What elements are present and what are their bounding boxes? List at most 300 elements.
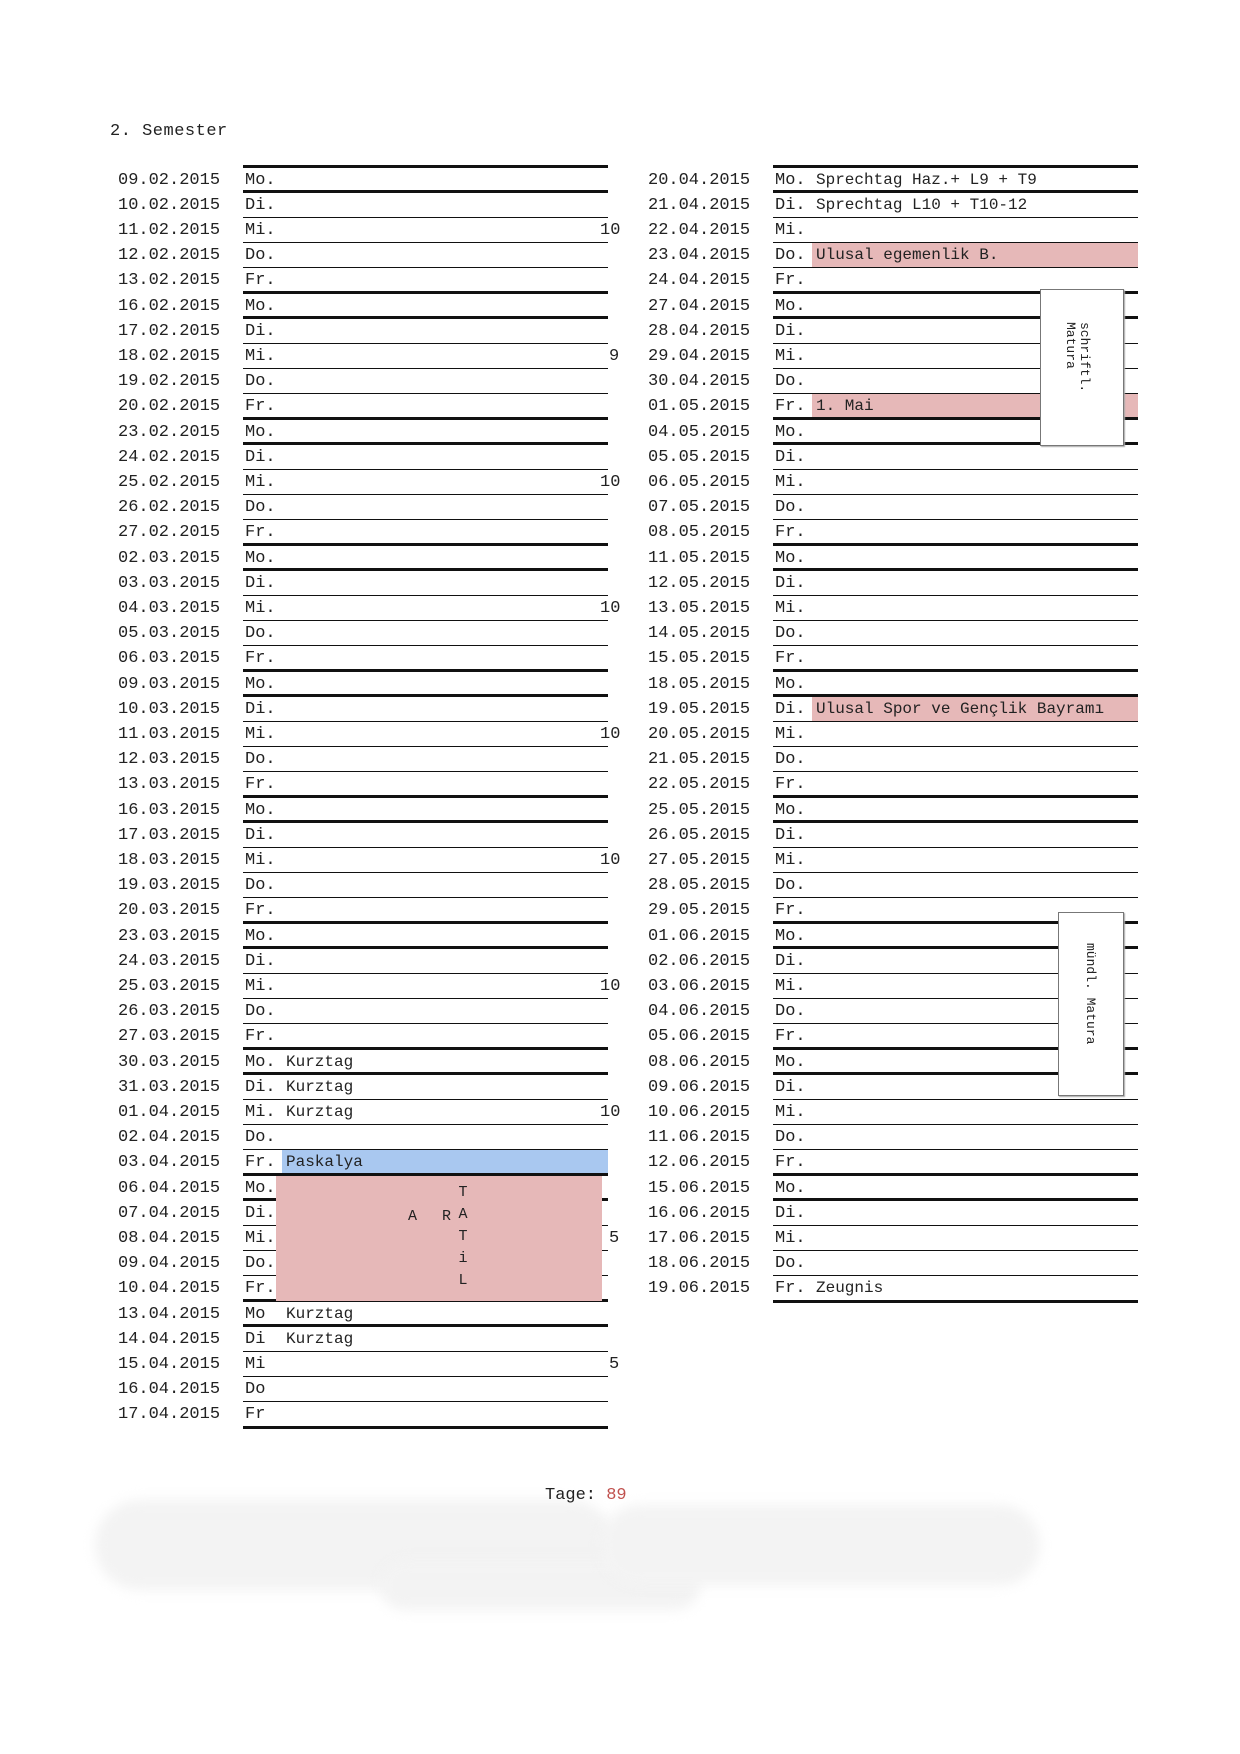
row-date: 27.03.2015	[118, 1027, 221, 1046]
row-note: Kurztag	[286, 1078, 354, 1096]
row-date: 24.02.2015	[118, 448, 221, 467]
row-weekday: Mi	[245, 1355, 266, 1374]
row-date: 01.06.2015	[648, 927, 751, 946]
muendl-matura-box	[1058, 912, 1124, 1096]
calendar-row	[110, 621, 610, 646]
row-date: 31.03.2015	[118, 1078, 221, 1097]
calendar-row	[110, 294, 610, 319]
week-separator	[773, 543, 1138, 546]
row-date: 29.04.2015	[648, 347, 751, 366]
calendar-row	[640, 1276, 1140, 1301]
week-separator	[243, 1426, 608, 1429]
row-date: 26.03.2015	[118, 1002, 221, 1021]
row-date: 19.02.2015	[118, 372, 221, 391]
calendar-row	[110, 1075, 610, 1100]
row-date: 09.06.2015	[648, 1078, 751, 1097]
row-weekday: Mi.	[245, 977, 276, 996]
calendar-row	[110, 1024, 610, 1049]
row-weekday: Mo.	[775, 423, 806, 442]
calendar-row	[640, 772, 1140, 797]
row-date: 10.03.2015	[118, 700, 221, 719]
row-weekday: Di	[245, 1330, 266, 1349]
row-date: 30.04.2015	[648, 372, 751, 391]
calendar-row	[110, 924, 610, 949]
calendar-row	[640, 1100, 1140, 1125]
calendar-row	[640, 495, 1140, 520]
row-date: 24.04.2015	[648, 271, 751, 290]
calendar-row	[110, 1050, 610, 1075]
row-weekday: Fr.	[775, 271, 806, 290]
calendar-row	[110, 420, 610, 445]
days-label: Tage:	[545, 1486, 597, 1505]
calendar-row	[640, 621, 1140, 646]
row-date: 12.06.2015	[648, 1153, 751, 1172]
row-weekday: Fr.	[245, 1027, 276, 1046]
week-count: 5	[609, 1355, 620, 1374]
calendar-row	[110, 1100, 610, 1125]
row-date: 16.04.2015	[118, 1380, 221, 1399]
row-weekday: Di.	[775, 448, 806, 467]
calendar-row	[110, 1352, 610, 1377]
row-weekday: Fr.	[245, 1279, 276, 1298]
calendar-row	[110, 243, 610, 268]
row-weekday: Mi.	[775, 347, 806, 366]
calendar-row	[110, 873, 610, 898]
row-note: Sprechtag Haz.+ L9 + T9	[816, 171, 1037, 189]
calendar-row	[640, 697, 1140, 722]
calendar-row	[640, 470, 1140, 495]
row-note: Kurztag	[286, 1305, 354, 1323]
row-date: 05.06.2015	[648, 1027, 751, 1046]
days-value: 89	[606, 1486, 627, 1505]
calendar-row	[640, 1176, 1140, 1201]
row-date: 20.02.2015	[118, 397, 221, 416]
calendar-row	[110, 218, 610, 243]
row-weekday: Mi.	[245, 473, 276, 492]
row-weekday: Di.	[775, 826, 806, 845]
row-weekday: Do.	[775, 624, 806, 643]
calendar-row	[110, 1402, 610, 1427]
row-weekday: Mo.	[245, 675, 276, 694]
row-weekday: Mi.	[245, 1103, 276, 1122]
week-separator	[773, 795, 1138, 798]
row-date: 07.04.2015	[118, 1204, 221, 1223]
row-date: 19.06.2015	[648, 1279, 751, 1298]
row-note: Ulusal Spor ve Gençlik Bayramı	[816, 700, 1105, 718]
row-date: 10.06.2015	[648, 1103, 751, 1122]
calendar-row	[640, 168, 1140, 193]
calendar-row	[640, 722, 1140, 747]
calendar-row	[110, 1377, 610, 1402]
row-date: 17.02.2015	[118, 322, 221, 341]
row-weekday: Di.	[245, 448, 276, 467]
calendar-row	[110, 697, 610, 722]
row-date: 09.04.2015	[118, 1254, 221, 1273]
row-date: 05.05.2015	[648, 448, 751, 467]
row-date: 21.04.2015	[648, 196, 751, 215]
calendar-row	[110, 1150, 610, 1175]
calendar-row	[640, 445, 1140, 470]
row-date: 23.03.2015	[118, 927, 221, 946]
calendar-row	[640, 243, 1140, 268]
week-count: 10	[600, 1103, 621, 1122]
row-weekday: Mo.	[775, 1179, 806, 1198]
week-count: 9	[609, 347, 620, 366]
tatil-letter: A	[458, 1206, 468, 1223]
row-weekday: Di.	[245, 826, 276, 845]
row-date: 21.05.2015	[648, 750, 751, 769]
calendar-row	[110, 445, 610, 470]
row-weekday: Fr.	[245, 397, 276, 416]
row-note: Sprechtag L10 + T10-12	[816, 196, 1028, 214]
calendar-row	[110, 168, 610, 193]
row-date: 03.06.2015	[648, 977, 751, 996]
row-date: 30.03.2015	[118, 1053, 221, 1072]
row-date: 27.02.2015	[118, 523, 221, 542]
calendar-row	[110, 470, 610, 495]
row-weekday: Mi.	[245, 725, 276, 744]
calendar-row	[110, 646, 610, 671]
row-note: 1. Mai	[816, 397, 874, 415]
row-date: 15.05.2015	[648, 649, 751, 668]
row-weekday: Mi.	[775, 977, 806, 996]
row-note: Kurztag	[286, 1103, 354, 1121]
row-date: 18.03.2015	[118, 851, 221, 870]
calendar-row	[110, 520, 610, 545]
row-weekday: Do.	[775, 498, 806, 517]
scan-smudge	[600, 1505, 1040, 1585]
calendar-row	[110, 949, 610, 974]
calendar-row	[640, 546, 1140, 571]
week-count: 10	[600, 977, 621, 996]
calendar-row	[110, 898, 610, 923]
row-weekday: Mi.	[245, 347, 276, 366]
row-note: Ulusal egemenlik B.	[816, 246, 999, 264]
row-weekday: Mo.	[245, 801, 276, 820]
row-date: 08.04.2015	[118, 1229, 221, 1248]
row-date: 15.06.2015	[648, 1179, 751, 1198]
row-weekday: Mi.	[775, 1229, 806, 1248]
row-weekday: Do.	[245, 1254, 276, 1273]
row-weekday: Di.	[775, 574, 806, 593]
calendar-row	[110, 268, 610, 293]
row-weekday: Do.	[245, 498, 276, 517]
row-weekday: Do.	[775, 1002, 806, 1021]
row-date: 02.03.2015	[118, 549, 221, 568]
calendar-row	[110, 798, 610, 823]
calendar-row	[110, 747, 610, 772]
row-date: 16.06.2015	[648, 1204, 751, 1223]
row-date: 18.05.2015	[648, 675, 751, 694]
row-date: 25.05.2015	[648, 801, 751, 820]
calendar-row	[110, 193, 610, 218]
row-weekday: Do.	[245, 1128, 276, 1147]
row-weekday: Mo.	[775, 171, 806, 190]
row-date: 04.03.2015	[118, 599, 221, 618]
ara-tatil-block	[276, 1176, 602, 1301]
row-weekday: Mo.	[245, 927, 276, 946]
row-weekday: Fr.	[775, 1153, 806, 1172]
row-weekday: Fr.	[775, 397, 806, 416]
row-date: 12.03.2015	[118, 750, 221, 769]
row-weekday: Di.	[775, 1204, 806, 1223]
row-weekday: Mi.	[775, 1103, 806, 1122]
calendar-row	[110, 319, 610, 344]
row-weekday: Mo.	[775, 927, 806, 946]
row-date: 22.04.2015	[648, 221, 751, 240]
row-weekday: Mi.	[245, 599, 276, 618]
week-separator	[243, 417, 608, 420]
row-weekday: Mi.	[775, 725, 806, 744]
row-weekday: Do.	[775, 372, 806, 391]
row-weekday: Mi.	[245, 221, 276, 240]
calendar-row	[640, 1125, 1140, 1150]
row-date: 19.05.2015	[648, 700, 751, 719]
row-note: Zeugnis	[816, 1279, 884, 1297]
row-date: 20.05.2015	[648, 725, 751, 744]
row-date: 02.04.2015	[118, 1128, 221, 1147]
row-date: 22.05.2015	[648, 775, 751, 794]
week-separator	[773, 669, 1138, 672]
tatil-letter: i	[458, 1250, 468, 1267]
row-weekday: Do.	[245, 1002, 276, 1021]
row-date: 23.02.2015	[118, 423, 221, 442]
row-date: 24.03.2015	[118, 952, 221, 971]
calendar-row	[110, 546, 610, 571]
row-weekday: Do.	[775, 246, 806, 265]
row-weekday: Do.	[775, 876, 806, 895]
row-weekday: Mo.	[245, 1179, 276, 1198]
row-date: 09.03.2015	[118, 675, 221, 694]
week-separator	[243, 291, 608, 294]
calendar-row	[640, 596, 1140, 621]
calendar-row	[640, 1251, 1140, 1276]
row-weekday: Mi.	[775, 851, 806, 870]
row-date: 12.05.2015	[648, 574, 751, 593]
row-weekday: Di.	[245, 196, 276, 215]
calendar-row	[110, 974, 610, 999]
row-weekday: Mo.	[245, 297, 276, 316]
week-count: 10	[600, 473, 621, 492]
calendar-row	[640, 823, 1140, 848]
row-weekday: Di.	[775, 196, 806, 215]
row-date: 27.05.2015	[648, 851, 751, 870]
row-date: 27.04.2015	[648, 297, 751, 316]
row-weekday: Di.	[245, 1204, 276, 1223]
row-weekday: Fr.	[775, 523, 806, 542]
row-date: 29.05.2015	[648, 901, 751, 920]
row-weekday: Do.	[245, 372, 276, 391]
calendar-row	[640, 571, 1140, 596]
row-weekday: Fr.	[775, 1027, 806, 1046]
row-weekday: Di.	[245, 952, 276, 971]
row-date: 19.03.2015	[118, 876, 221, 895]
calendar-row	[110, 672, 610, 697]
calendar-row	[640, 218, 1140, 243]
week-separator	[243, 669, 608, 672]
row-date: 25.03.2015	[118, 977, 221, 996]
row-weekday: Fr.	[245, 1153, 276, 1172]
calendar-row	[640, 747, 1140, 772]
row-weekday: Mo.	[245, 171, 276, 190]
days-total	[545, 1486, 627, 1505]
calendar-row	[640, 1226, 1140, 1251]
row-date: 13.04.2015	[118, 1305, 221, 1324]
row-date: 17.03.2015	[118, 826, 221, 845]
row-weekday: Mi.	[775, 221, 806, 240]
row-date: 10.04.2015	[118, 1279, 221, 1298]
row-weekday: Fr.	[245, 523, 276, 542]
row-date: 13.03.2015	[118, 775, 221, 794]
row-note: Kurztag	[286, 1330, 354, 1348]
row-date: 28.04.2015	[648, 322, 751, 341]
row-weekday: Do.	[245, 876, 276, 895]
calendar-row	[110, 495, 610, 520]
row-weekday: Fr.	[245, 649, 276, 668]
page-title: 2. Semester	[110, 122, 228, 141]
row-date: 01.04.2015	[118, 1103, 221, 1122]
row-weekday: Fr	[245, 1405, 266, 1424]
row-weekday: Mi.	[245, 851, 276, 870]
row-weekday: Do.	[775, 1128, 806, 1147]
row-weekday: Mo	[245, 1305, 266, 1324]
row-weekday: Mo.	[245, 549, 276, 568]
row-weekday: Do.	[245, 750, 276, 769]
row-weekday: Mo.	[775, 801, 806, 820]
week-separator	[243, 543, 608, 546]
row-date: 06.03.2015	[118, 649, 221, 668]
ara-label: A R	[408, 1208, 460, 1225]
row-weekday: Mo.	[245, 1053, 276, 1072]
row-weekday: Di.	[775, 322, 806, 341]
row-note: Kurztag	[286, 1053, 354, 1071]
row-date: 06.04.2015	[118, 1179, 221, 1198]
row-date: 03.04.2015	[118, 1153, 221, 1172]
row-date: 12.02.2015	[118, 246, 221, 265]
row-weekday: Fr.	[775, 649, 806, 668]
calendar-row	[110, 848, 610, 873]
week-separator	[243, 165, 608, 168]
row-weekday: Mi.	[775, 473, 806, 492]
row-weekday: Mi.	[775, 599, 806, 618]
row-weekday: Mo.	[775, 549, 806, 568]
calendar-row	[110, 1327, 610, 1352]
row-weekday: Mo.	[245, 423, 276, 442]
calendar-row	[640, 1201, 1140, 1226]
row-weekday: Fr.	[245, 901, 276, 920]
row-weekday: Di.	[775, 952, 806, 971]
row-date: 28.05.2015	[648, 876, 751, 895]
row-date: 11.06.2015	[648, 1128, 751, 1147]
row-date: 14.04.2015	[118, 1330, 221, 1349]
row-weekday: Di.	[245, 322, 276, 341]
row-weekday: Do.	[775, 750, 806, 769]
row-weekday: Fr.	[775, 775, 806, 794]
row-date: 08.06.2015	[648, 1053, 751, 1072]
week-count: 10	[600, 725, 621, 744]
tatil-letter: L	[458, 1272, 468, 1289]
row-date: 06.05.2015	[648, 473, 751, 492]
row-weekday: Do.	[775, 1254, 806, 1273]
row-date: 11.03.2015	[118, 725, 221, 744]
calendar-row	[640, 193, 1140, 218]
row-date: 01.05.2015	[648, 397, 751, 416]
row-weekday: Do.	[245, 246, 276, 265]
calendar-row	[110, 1125, 610, 1150]
week-separator	[773, 1173, 1138, 1176]
calendar-row	[110, 999, 610, 1024]
row-date: 16.03.2015	[118, 801, 221, 820]
row-date: 11.02.2015	[118, 221, 221, 240]
row-date: 15.04.2015	[118, 1355, 221, 1374]
calendar-row	[640, 1150, 1140, 1175]
tatil-letter: T	[458, 1228, 468, 1245]
row-date: 14.05.2015	[648, 624, 751, 643]
row-weekday: Mo.	[775, 1053, 806, 1072]
row-weekday: Di.	[245, 574, 276, 593]
calendar-row	[110, 772, 610, 797]
tatil-letter: T	[458, 1184, 468, 1201]
week-separator	[243, 1047, 608, 1050]
calendar-row	[640, 646, 1140, 671]
row-date: 20.04.2015	[648, 171, 751, 190]
week-separator	[773, 1300, 1138, 1303]
row-date: 17.04.2015	[118, 1405, 221, 1424]
row-date: 25.02.2015	[118, 473, 221, 492]
row-date: 02.06.2015	[648, 952, 751, 971]
calendar-row	[110, 722, 610, 747]
calendar-row	[640, 848, 1140, 873]
row-weekday: Fr.	[775, 901, 806, 920]
row-date: 04.06.2015	[648, 1002, 751, 1021]
row-date: 18.06.2015	[648, 1254, 751, 1273]
row-date: 10.02.2015	[118, 196, 221, 215]
calendar-row	[110, 1302, 610, 1327]
calendar-row	[640, 672, 1140, 697]
row-date: 04.05.2015	[648, 423, 751, 442]
row-weekday: Fr.	[775, 1279, 806, 1298]
row-date: 26.05.2015	[648, 826, 751, 845]
schriftl-matura-label: schriftl. Matura	[1063, 322, 1092, 393]
calendar-row	[110, 571, 610, 596]
row-weekday: Di.	[245, 1078, 276, 1097]
week-separator	[243, 921, 608, 924]
week-separator	[243, 795, 608, 798]
row-weekday: Fr.	[245, 271, 276, 290]
calendar-row	[640, 798, 1140, 823]
row-date: 03.03.2015	[118, 574, 221, 593]
calendar-row	[110, 394, 610, 419]
row-date: 07.05.2015	[648, 498, 751, 517]
row-date: 18.02.2015	[118, 347, 221, 366]
calendar-row	[110, 823, 610, 848]
row-date: 23.04.2015	[648, 246, 751, 265]
row-weekday: Fr.	[245, 775, 276, 794]
row-date: 17.06.2015	[648, 1229, 751, 1248]
calendar-row	[110, 344, 610, 369]
row-date: 13.05.2015	[648, 599, 751, 618]
week-count: 5	[609, 1229, 620, 1248]
row-date: 05.03.2015	[118, 624, 221, 643]
row-date: 08.05.2015	[648, 523, 751, 542]
muendl-matura-label: mündl. Matura	[1083, 943, 1098, 1045]
row-date: 11.05.2015	[648, 549, 751, 568]
row-weekday: Di.	[245, 700, 276, 719]
schriftl-matura-box	[1040, 289, 1124, 446]
calendar-row	[640, 520, 1140, 545]
row-date: 13.02.2015	[118, 271, 221, 290]
row-weekday: Di.	[775, 700, 806, 719]
